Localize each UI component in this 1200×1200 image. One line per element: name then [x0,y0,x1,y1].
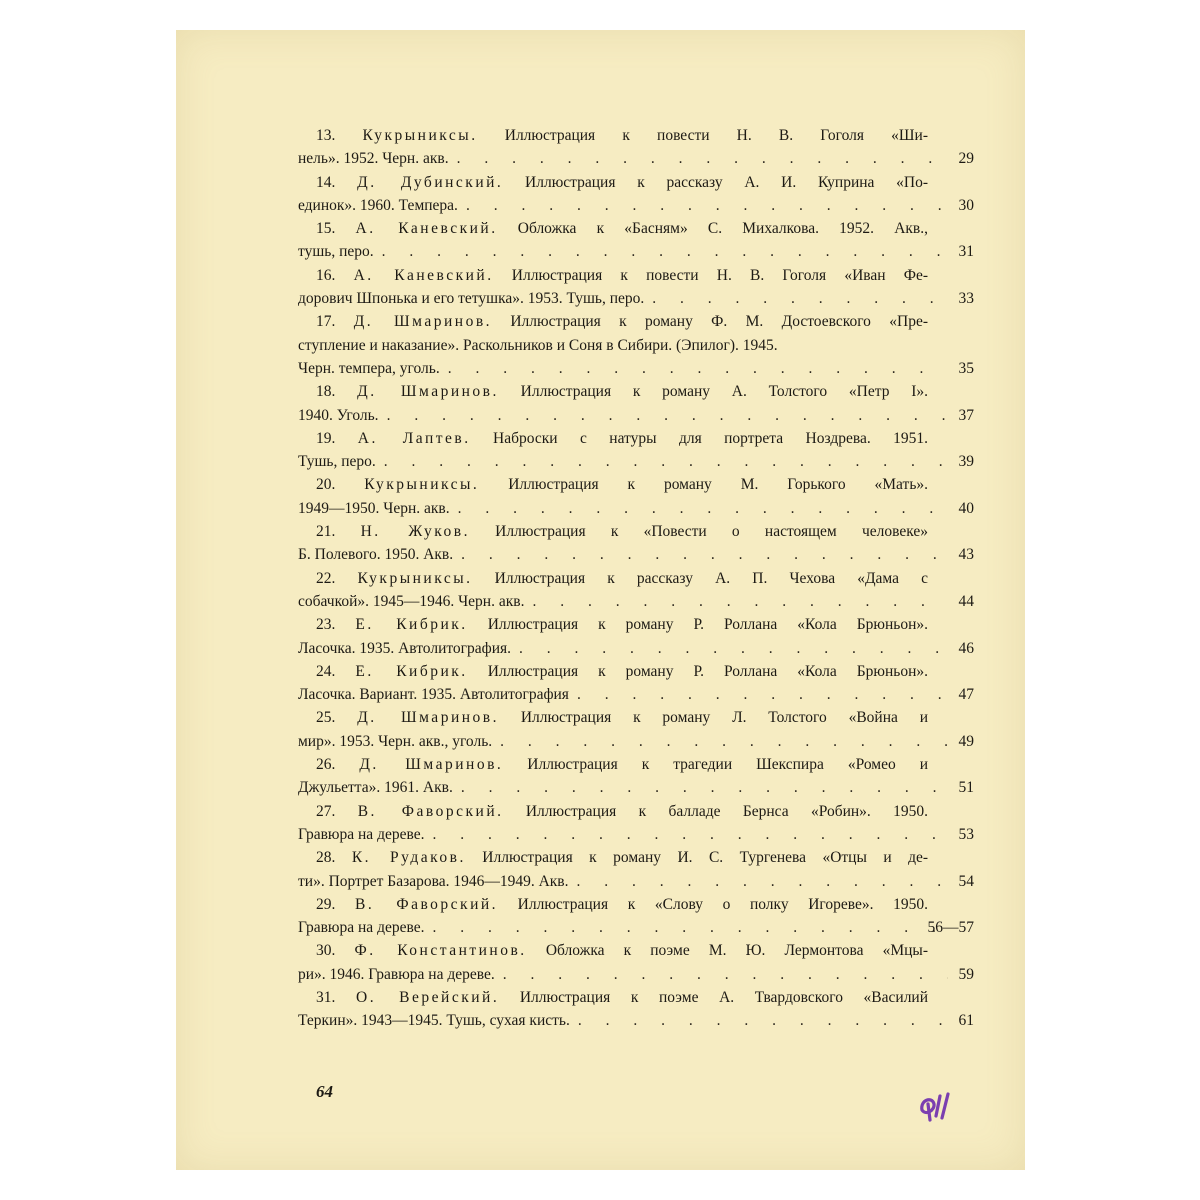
entry-second-line [298,148,948,170]
entry-page-number: 53 [958,825,974,843]
entry-title-start: Иллюстрация к «Повести о настоящем человеке» [495,523,928,541]
entry-author: Кукрыниксы. [357,569,473,587]
entry-title-start: Иллюстрация к роману Р. Роллана «Кола Брюньон». [487,616,928,634]
entry-title-continuation: Гравюра на дереве. [298,919,425,937]
entry-title-start: Иллюстрация к «Слову о полку Игореве». 1950. [517,895,928,913]
entry-first-line [316,707,928,729]
entry-first-line [316,568,928,590]
entry-number: 30. [316,942,336,960]
entry-author: Е. Кибрик. [355,616,468,634]
entry-page-number: 33 [958,290,974,308]
entry-number: 28. [316,849,336,867]
illustration-index [298,125,974,1034]
page-number: 64 [316,1082,333,1101]
entry-first-line [316,987,928,1009]
entry-page-number: 56—57 [927,919,974,937]
entry-author: Д. Дубинский. [357,173,504,191]
entry-title-continuation: Джульетта». 1961. Акв. [298,779,453,797]
entry-title-continuation: тушь, перо. [298,243,374,261]
dot-leader [374,241,948,263]
index-entry [298,801,974,848]
entry-title-continuation: Тушь, перо. [298,453,376,471]
entry-title-continuation: нель». 1952. Черн. акв. [298,150,449,168]
entry-author: А. Каневский. [353,266,494,284]
entry-second-line [298,1010,948,1032]
entry-title-continuation: единок». 1960. Темпера. [298,196,458,214]
entry-title-start: Иллюстрация к балладе Бернса «Робин». 1950. [525,802,928,820]
entry-author: К. Рудаков. [351,849,466,867]
dot-leader [524,591,948,613]
entry-title-start: Иллюстрация к роману А. Толстого «Петр I». [520,383,928,401]
entry-number: 17. [316,313,336,331]
entry-page-number: 40 [958,499,974,517]
entry-title-continuation: Ласочка. 1935. Автолитография. [298,639,512,657]
entry-author: О. Верейский. [356,988,500,1006]
entry-first-line [316,172,928,194]
entry-second-line [298,964,948,986]
entry-title-continuation: дорович Шпонька и его тетушка». 1953. Тушь, перо. [298,290,645,308]
entry-number: 21. [316,523,336,541]
index-entry [298,614,974,661]
dot-leader [450,498,948,520]
entry-title-start: Иллюстрация к роману Ф. М. Достоевского «Пре- [510,313,928,331]
book-page [176,30,1025,1170]
entry-title-start: Иллюстрация к трагедии Шекспира «Ромео и [527,756,928,774]
dot-leader [569,871,949,893]
entry-second-line [298,544,948,566]
entry-page-number: 54 [958,872,974,890]
dot-leader [449,148,948,170]
entry-number: 14. [316,173,336,191]
entry-author: Д. Шмаринов. [359,756,504,774]
entry-second-line [298,777,948,799]
entry-first-line [316,474,928,496]
entry-title-end: Черн. темпера, уголь. [298,359,440,377]
dot-leader [492,731,948,753]
index-entry [298,940,974,987]
entry-first-line [316,218,928,240]
entry-author: В. Фаворский. [357,802,504,820]
entry-page-number: 37 [958,406,974,424]
entry-title-start: Иллюстрация к поэме А. Твардовского «Василий [519,988,928,1006]
index-entry [298,707,974,754]
entry-second-line [298,195,948,217]
index-entry [298,987,974,1034]
entry-page-number: 51 [958,779,974,797]
entry-number: 15. [316,220,336,238]
entry-page-number: 39 [958,453,974,471]
entry-page-number: 31 [958,243,974,261]
dot-leader [569,684,948,706]
entry-first-line [316,125,928,147]
entry-first-line [316,894,928,916]
entry-number: 27. [316,802,336,820]
entry-second-line [298,405,948,427]
dot-leader [379,405,948,427]
entry-first-line [316,661,928,683]
entry-page-number: 49 [958,732,974,750]
entry-number: 25. [316,709,336,727]
entry-author: А. Каневский. [355,220,498,238]
entry-author: А. Лаптев. [357,429,471,447]
entry-title-start: Иллюстрация к роману Л. Толстого «Война и [520,709,928,727]
entry-title-continuation: ти». Портрет Базарова. 1946—1949. Акв. [298,872,569,890]
index-entry [298,754,974,801]
entry-page-number: 46 [958,639,974,657]
entry-page-number: 44 [958,592,974,610]
entry-title-start: Иллюстрация к повести Н. В. Гоголя «Иван Фе- [511,266,928,284]
entry-second-line [298,824,948,846]
entry-second-line [298,871,948,893]
entry-title-start: Иллюстрация к рассказу А. И. Куприна «По- [525,173,928,191]
entry-first-line [316,801,928,823]
entry-page-number: 61 [958,1012,974,1030]
entry-first-line [316,311,928,333]
dot-leader [644,288,948,310]
index-entry [298,125,974,172]
index-entry [298,894,974,941]
entry-title-start: Иллюстрация к роману И. С. Тургенева «Отцы и де- [482,849,928,867]
entry-title-continuation: собачкой». 1945—1946. Черн. акв. [298,592,525,610]
entry-title-continuation: 1940. Уголь. [298,406,379,424]
index-entry [298,218,974,265]
entry-title-continuation: ступление и наказание». Раскольников и Соня в Сибири. (Эпилог). 1945. [298,336,778,354]
entry-title-continuation: 1949—1950. Черн. акв. [298,499,450,517]
entry-second-line [298,731,948,753]
entry-author: Д. Шмаринов. [357,383,499,401]
entry-first-line [316,381,928,403]
entry-page-number: 47 [958,686,974,704]
entry-number: 20. [316,476,336,494]
entry-title-continuation: Гравюра на дереве. [298,825,425,843]
index-entry [298,428,974,475]
entry-second-line [298,684,948,706]
entry-author: Д. Шмаринов. [353,313,493,331]
index-entry [298,311,974,381]
dot-leader [495,964,948,986]
entry-author: Кукрыниксы. [364,476,480,494]
entry-number: 29. [316,895,336,913]
entry-first-line [316,428,928,450]
entry-title-continuation: Ласочка. Вариант. 1935. Автолитография [298,686,569,704]
entry-number: 23. [316,616,336,634]
entry-title-start: Иллюстрация к роману Р. Роллана «Кола Брюньон». [487,662,928,680]
entry-number: 31. [316,988,336,1006]
entry-page-number: 43 [958,546,974,564]
index-entry [298,474,974,521]
dot-leader [440,358,948,380]
entry-second-line [298,638,948,660]
entry-second-line [298,241,948,263]
entry-title-start: Иллюстрация к повести Н. В. Гоголя «Ши- [504,127,928,144]
index-entry [298,568,974,615]
entry-first-line [316,521,928,543]
entry-number: 13. [316,127,336,144]
entry-number: 24. [316,662,336,680]
dot-leader [424,824,948,846]
entry-first-line [316,940,928,962]
index-entry [298,381,974,428]
entry-author: Кукрыниксы. [362,127,478,144]
entry-third-line [298,358,948,380]
entry-second-line [298,917,948,939]
entry-title-continuation: Б. Полевого. 1950. Акв. [298,546,454,564]
dot-leader [453,544,948,566]
entry-author: Е. Кибрик. [355,662,468,680]
entry-author: Н. Жуков. [360,523,470,541]
dot-leader [376,451,948,473]
entry-page-number: 29 [958,150,974,168]
entry-title-start: Иллюстрация к роману М. Горького «Мать». [508,476,928,494]
entry-first-line [316,614,928,636]
index-entry [298,521,974,568]
index-entry [298,265,974,312]
entry-second-line [298,498,948,520]
entry-first-line [316,847,928,869]
entry-number: 22. [316,569,336,587]
entry-second-line [298,451,948,473]
dot-leader [511,638,948,660]
ink-stamp-mark [916,1090,956,1126]
entry-first-line [316,265,928,287]
entry-title-continuation: мир». 1953. Черн. акв., уголь. [298,732,493,750]
entry-number: 18. [316,383,336,401]
entry-number: 16. [316,266,336,284]
entry-second-line [298,591,948,613]
entry-number: 19. [316,429,336,447]
entry-page-number: 59 [958,965,974,983]
entry-author: В. Фаворский. [355,895,499,913]
entry-title-continuation: Теркин». 1943—1945. Тушь, сухая кисть. [298,1012,570,1030]
entry-number: 26. [316,756,336,774]
entry-title-start: Иллюстрация к рассказу А. П. Чехова «Дама с [494,569,928,587]
dot-leader [570,1010,948,1032]
index-entry [298,847,974,894]
entry-second-line [298,335,948,357]
entry-title-start: Наброски с натуры для портрета Ноздрева. 1951. [493,429,928,447]
dot-leader [453,777,948,799]
entry-author: Д. Шмаринов. [357,709,499,727]
entry-first-line [316,754,928,776]
entry-page-number: 35 [958,359,974,377]
entry-page-number: 30 [958,196,974,214]
index-entry [298,661,974,708]
dot-leader [458,195,948,217]
index-entry [298,172,974,219]
entry-title-start: Обложка к «Басням» С. Михалкова. 1952. Акв., [517,220,928,238]
entry-title-continuation: ри». 1946. Гравюра на дереве. [298,965,495,983]
entry-second-line [298,288,948,310]
entry-author: Ф. Константинов. [354,942,527,960]
dot-leader [424,917,948,939]
entry-title-start: Обложка к поэме М. Ю. Лермонтова «Мцы- [545,942,928,960]
